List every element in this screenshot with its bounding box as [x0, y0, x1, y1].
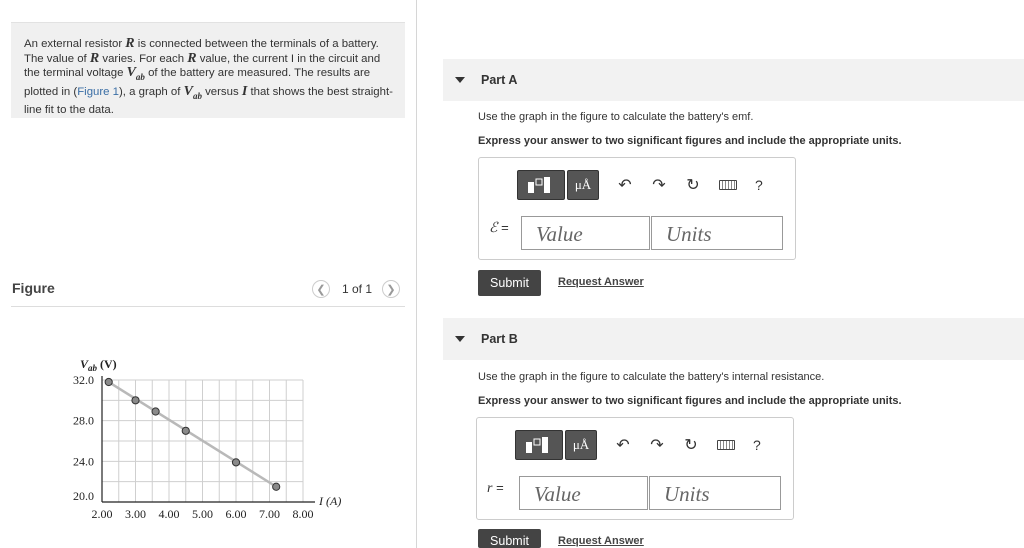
variable-vab: $V_{ab}$: [126, 65, 145, 82]
variable-r: R: [187, 50, 197, 66]
variable-r: R: [125, 36, 135, 51]
part-a-toolbar: [517, 170, 763, 200]
problem-text: of the battery are measured. The results are plotted in (: [24, 67, 371, 98]
part-b-instruction-bold: Express your answer to two significant figures and include the appropriate units.: [478, 395, 902, 407]
undo-icon[interactable]: ↶: [618, 177, 632, 194]
x-tick-label: 5.00: [192, 507, 213, 521]
problem-text: ), a graph of: [119, 85, 184, 98]
redo-icon[interactable]: ↷: [650, 437, 664, 454]
templates-button[interactable]: [515, 430, 563, 460]
part-a-request-answer-link[interactable]: Request Answer: [558, 276, 644, 288]
x-tick-label: 6.00: [225, 507, 247, 521]
problem-text: varies. For each: [99, 52, 188, 65]
keyboard-icon[interactable]: [719, 180, 737, 190]
chevron-left-icon[interactable]: ❮: [312, 280, 330, 298]
left-panel: [0, 0, 416, 548]
x-tick-label: 7.00: [259, 507, 280, 521]
problem-text: that shows the best straight-line fit to the data.: [24, 85, 393, 116]
y-tick-label: 24.0: [73, 454, 94, 469]
part-a-instruction-bold: Express your answer to two significant figures and include the appropriate units.: [478, 135, 902, 147]
reset-icon[interactable]: ↻: [686, 177, 700, 194]
templates-icon: [524, 435, 554, 455]
pager-count: 1 of 1: [342, 282, 373, 296]
y-tick-label: 20.0: [73, 489, 94, 503]
part-a-answer-box: [478, 157, 796, 260]
x-tick-label: 3.00: [125, 507, 146, 521]
figure-link[interactable]: Figure 1: [77, 85, 119, 98]
y-tick-label: 32.0: [73, 373, 94, 387]
templates-button[interactable]: [517, 170, 565, 200]
figure-heading: Figure: [12, 280, 55, 296]
data-point: [232, 459, 239, 466]
variable-i: I: [241, 83, 248, 99]
part-a-header[interactable]: [443, 59, 1024, 101]
y-axis-label: $V_{ab}$ (V): [80, 357, 117, 373]
resistance-units-input[interactable]: Units: [649, 476, 781, 510]
variable-r: R: [89, 50, 100, 66]
templates-icon: [526, 175, 556, 195]
undo-icon[interactable]: ↶: [616, 437, 630, 454]
x-tick-label: 8.00: [292, 507, 314, 521]
resistance-label: r =: [487, 480, 504, 496]
keyboard-icon[interactable]: [717, 440, 735, 450]
collapse-triangle-icon[interactable]: [455, 77, 465, 83]
x-tick-label: 2.00: [91, 507, 113, 521]
problem-statement: [11, 22, 405, 118]
data-point: [105, 378, 112, 385]
help-icon[interactable]: ?: [755, 177, 763, 193]
units-button[interactable]: μÅ: [567, 170, 599, 200]
emf-label: ℰ =: [489, 220, 509, 236]
data-point: [132, 397, 139, 404]
collapse-triangle-icon[interactable]: [455, 336, 465, 342]
x-tick-label: 4.00: [158, 507, 180, 521]
part-b-request-answer-link[interactable]: Request Answer: [558, 535, 644, 547]
units-button[interactable]: μÅ: [565, 430, 597, 460]
problem-text: value, the current I in the circuit and the terminal voltage: [24, 52, 381, 80]
emf-units-input[interactable]: Units: [651, 216, 783, 250]
part-b-submit-button[interactable]: Submit: [478, 529, 541, 548]
problem-text: versus: [201, 85, 242, 98]
right-panel: [417, 0, 1024, 548]
variable-vab: $V_{ab}$: [183, 83, 202, 101]
part-b-instruction: Use the graph in the figure to calculate the battery's internal resistance.: [478, 371, 825, 383]
resistance-value-input[interactable]: Value: [519, 476, 648, 510]
y-tick-label: 28.0: [73, 413, 94, 428]
part-b-answer-box: [476, 417, 794, 520]
problem-text: is connected between the terminals of a battery. The value of: [24, 38, 379, 65]
part-b-header[interactable]: [443, 318, 1024, 360]
data-point: [182, 427, 189, 434]
redo-icon[interactable]: ↷: [652, 177, 666, 194]
data-point: [273, 483, 280, 490]
figure-divider: [11, 306, 405, 307]
vab-vs-current-chart: [40, 350, 360, 530]
emf-value-input[interactable]: Value: [521, 216, 650, 250]
problem-text: An external resistor: [24, 38, 126, 50]
part-a-title: Part A: [481, 73, 518, 87]
help-icon[interactable]: ?: [753, 437, 761, 453]
figure-pager: [312, 280, 400, 298]
chevron-right-icon[interactable]: ❯: [382, 280, 400, 298]
reset-icon[interactable]: ↻: [684, 437, 698, 454]
part-a-instruction: Use the graph in the figure to calculate the battery's emf.: [478, 111, 754, 123]
part-b-title: Part B: [481, 332, 518, 346]
data-point: [152, 408, 159, 415]
x-axis-label: I (A): [319, 494, 342, 508]
part-a-submit-button[interactable]: Submit: [478, 270, 541, 296]
part-b-toolbar: [515, 430, 761, 460]
